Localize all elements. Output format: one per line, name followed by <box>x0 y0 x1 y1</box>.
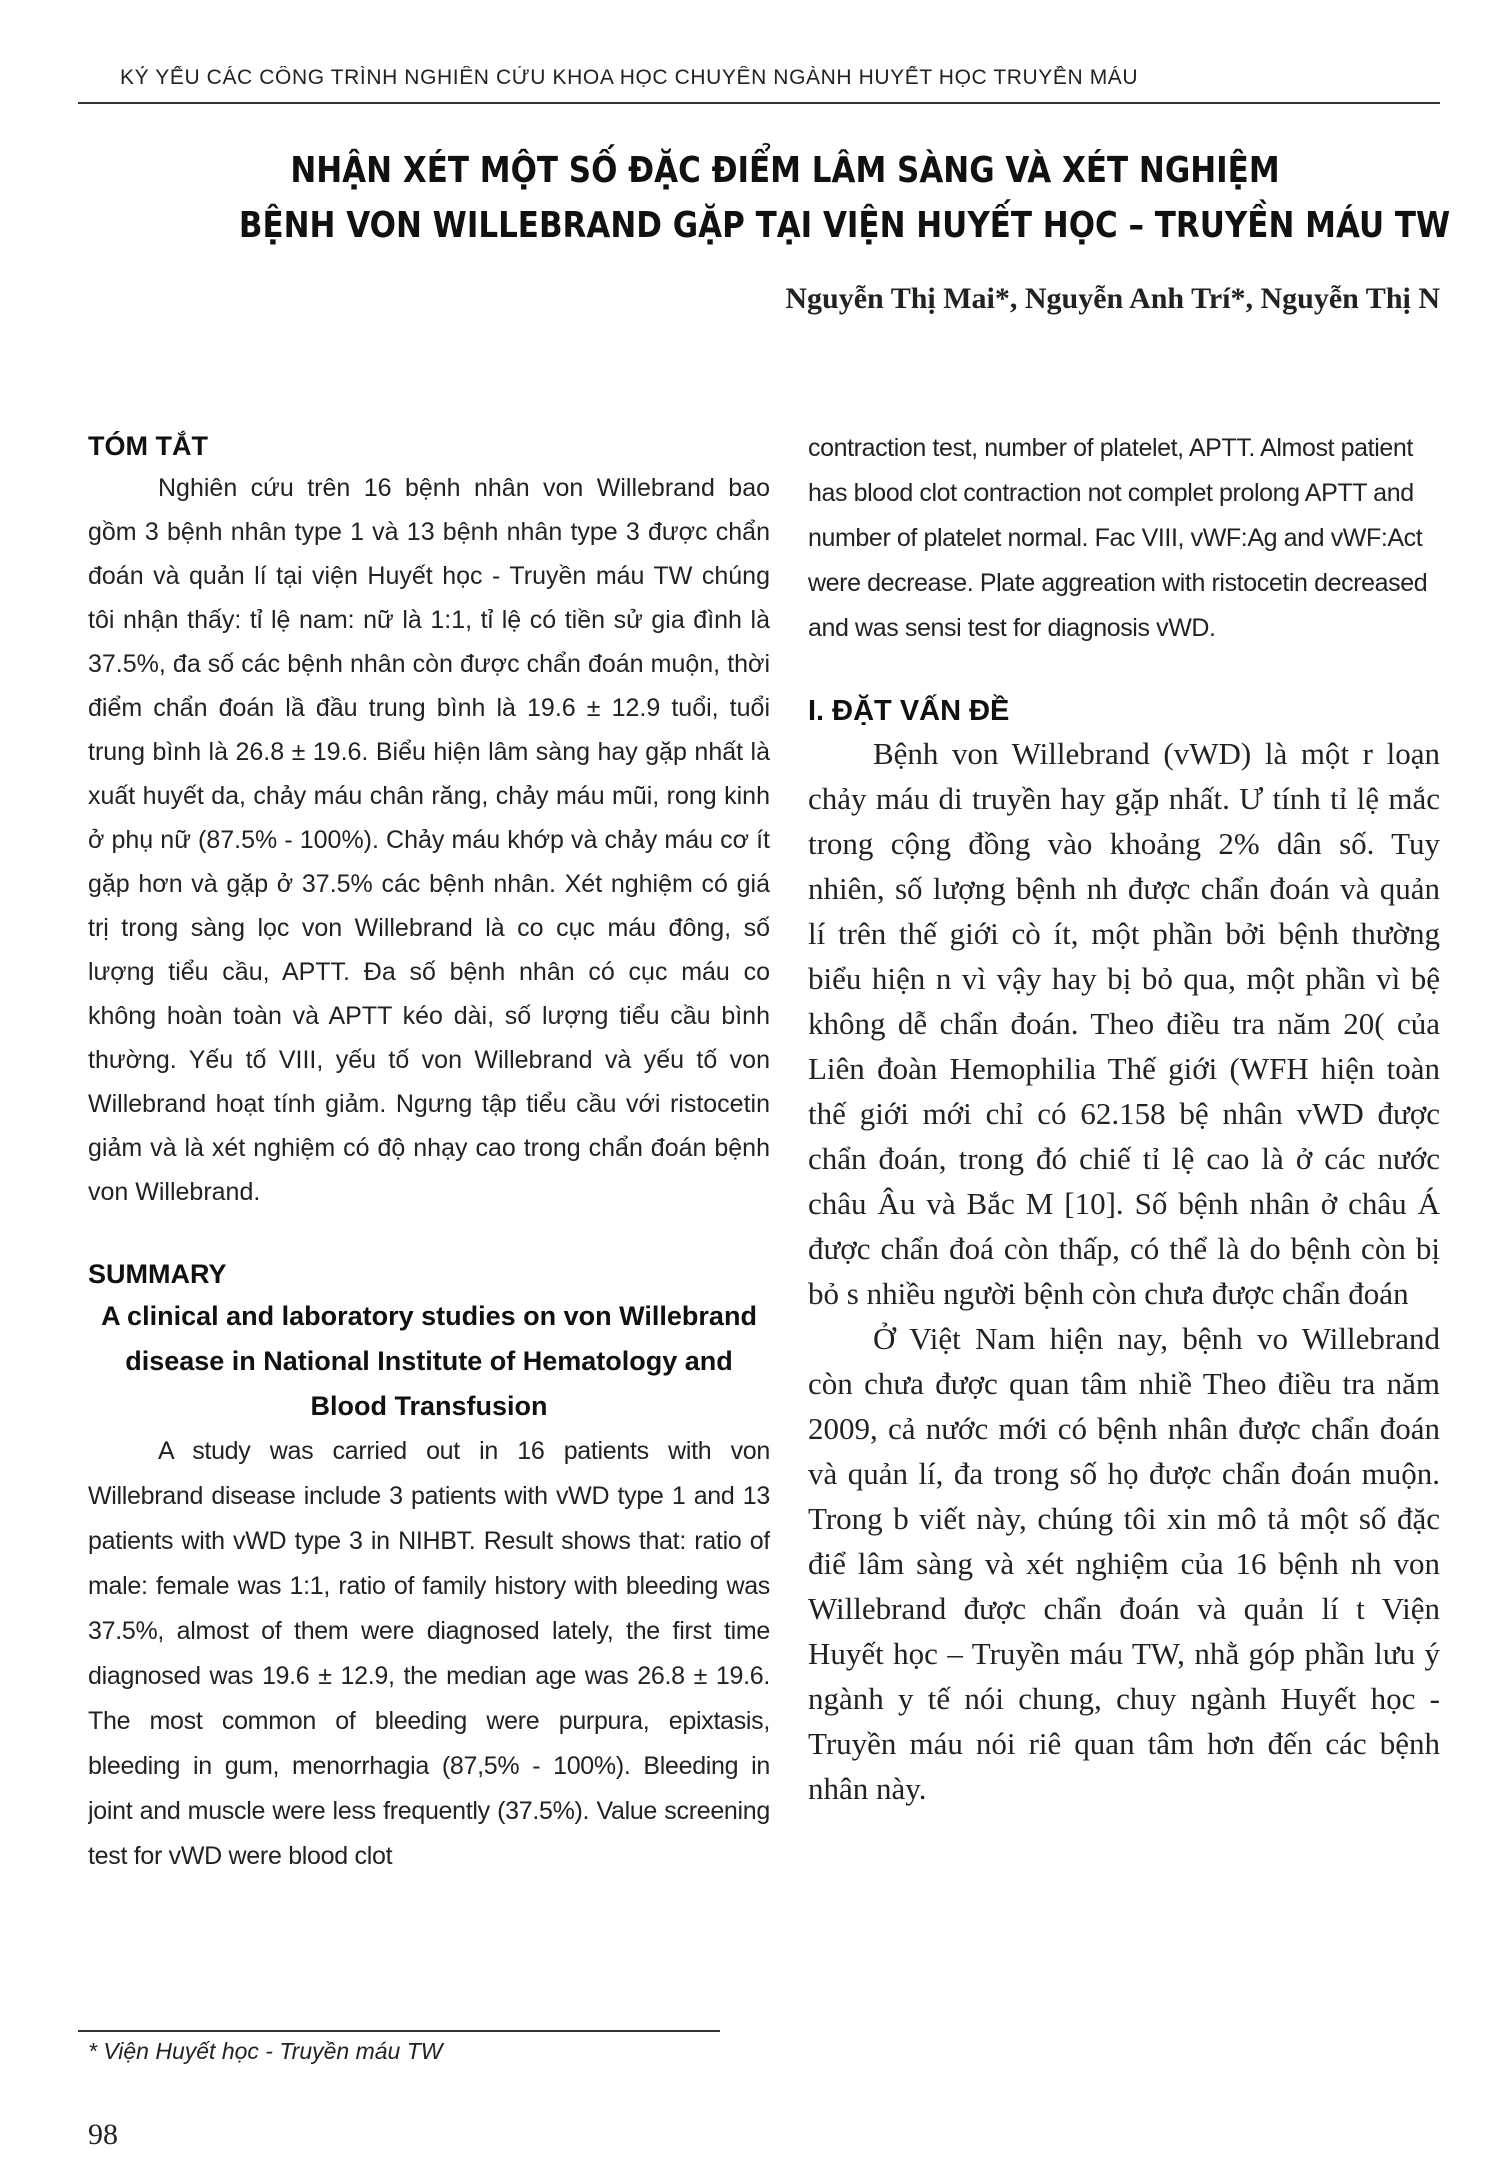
section-1-paragraph-1: Bệnh von Willebrand (vWD) là một r loạn chảy máu di truyền hay gặp nhất. Ư tính tỉ lệ mắc trong cộng đồng vào khoảng 2% dân số. Tuy nhiên, số lượng bệnh nh được chẩn đoán và quản lí trên thế giới cò ít, một phần bởi bệnh thường biểu hiện n vì vậy hay bị bỏ qua, một phần vì bệ không dễ chẩn đoán. Theo điều tra năm 20( của Liên đoàn Hemophilia Thế giới (WFH hiện toàn thế giới mới chỉ có 62.158 bệ nhân vWD được chẩn đoán, trong đó chiế tỉ lệ cao là ở các nước châu Âu và Bắc M [10]. Số bệnh nhân ở châu Á được chẩn đoá còn thấp, có thể là do bệnh còn bị bỏ s nhiều người bệnh còn chưa được chẩn đoán <box>808 736 1440 1311</box>
page-number: 98 <box>88 2118 118 2151</box>
summary-heading: SUMMARY <box>88 1259 227 1289</box>
abstract-vi-heading: TÓM TẮT <box>88 431 208 461</box>
right-column <box>808 426 1440 2076</box>
affiliation-footnote: * Viện Huyết học - Truyền máu TW <box>88 2038 443 2064</box>
footnote-rule <box>78 2030 720 2032</box>
summary-continuation: contraction test, number of platelet, APTT. Almost patient has blood clot contraction not complet prolong APTT and number of platelet normal. Fac VIII, vWF:Ag and vWF:Act were decrease. Plate aggreation with ristocetin decreased and was sensi test for diagnosis vWD. <box>808 434 1428 642</box>
summary-text: A study was carried out in 16 patients with von Willebrand disease include 3 patients with vWD type 1 and 13 patients with vWD type 3 in NIHBT. Result shows that: ratio of male: female was 1:1, ratio of family history with bleeding was 37.5%, almost of them were diagnosed lately, the first time diagnosed was 19.6 ± 12.9, the median age was 26.8 ± 19.6. The most common of bleeding were purpura, epixtasis, bleeding in gum, menorrhagia (87,5% - 100%). Bleeding in joint and muscle were less frequently (37.5%). Value screening test for vWD were blood clot <box>88 1437 770 1870</box>
section-1-paragraph-2: Ở Việt Nam hiện nay, bệnh vo Willebrand còn chưa được quan tâm nhiề Theo điều tra năm 2009, cả nước mới có bệnh nhân được chẩn đoán và quản lí, đa trong số họ được chẩn đoán muộn. Trong b viết này, chúng tôi xin mô tả một số đặc điể lâm sàng và xét nghiệm của 16 bệnh nh von Willebrand được chẩn đoán và quản lí t Viện Huyết học – Truyền máu TW, nhằ góp phần lưu ý ngành y tế nói chung, chuy ngành Huyết học - Truyền máu nói riê quan tâm hơn đến các bệnh nhân này. <box>808 1321 1440 1806</box>
left-column <box>88 426 770 2021</box>
article-title-line-1: NHẬN XÉT MỘT SỐ ĐẶC ĐIỂM LÂM SÀNG VÀ XÉT NGHIỆM <box>290 150 1280 191</box>
summary-title: A clinical and laboratory studies on von Willebrand disease in National Institute of Hematology and Blood Transfusion <box>101 1301 757 1421</box>
article-title-line-2: BỆNH VON WILLEBRAND GẶP TẠI VIỆN HUYẾT HỌC – TRUYỀN MÁU TW <box>238 205 1451 246</box>
abstract-vi-text: Nghiên cứu trên 16 bệnh nhân von Willebrand bao gồm 3 bệnh nhân type 1 và 13 bệnh nhân type 3 được chẩn đoán và quản lí tại viện Huyết học - Truyền máu TW chúng tôi nhận thấy: tỉ lệ nam: nữ là 1:1, tỉ lệ có tiền sử gia đình là 37.5%, đa số các bệnh nhân còn được chẩn đoán muộn, thời điểm chẩn đoán lầ đầu trung bình là 19.6 ± 12.9 tuổi, tuổi trung bình là 26.8 ± 19.6. Biểu hiện lâm sàng hay gặp nhất là xuất huyết da, chảy máu chân răng, chảy máu mũi, rong kinh ở phụ nữ (87.5% - 100%). Chảy máu khớp và chảy máu cơ ít gặp hơn và gặp ở 37.5% các bệnh nhân. Xét nghiệm có giá trị trong sàng lọc von Willebrand là co cục máu đông, số lượng tiểu cầu, APTT. Đa số bệnh nhân có cục máu co không hoàn toàn và APTT kéo dài, số lượng tiểu cầu bình thường. Yếu tố VIII, yếu tố von Willebrand và yếu tố von Willebrand hoạt tính giảm. Ngưng tập tiểu cầu với ristocetin giảm và là xét nghiệm có độ nhạy cao trong chẩn đoán bệnh von Willebrand. <box>88 474 770 1206</box>
author-list: Nguyễn Thị Mai*, Nguyễn Anh Trí*, Nguyễn Thị N <box>785 282 1440 315</box>
section-1-heading: I. ĐẶT VẤN ĐỀ <box>808 695 1010 727</box>
running-header: KỶ YẾU CÁC CÔNG TRÌNH NGHIÊN CỨU KHOA HỌC CHUYÊN NGÀNH HUYẾT HỌC TRUYỀN MÁU <box>120 66 1139 89</box>
header-rule <box>78 102 1440 104</box>
